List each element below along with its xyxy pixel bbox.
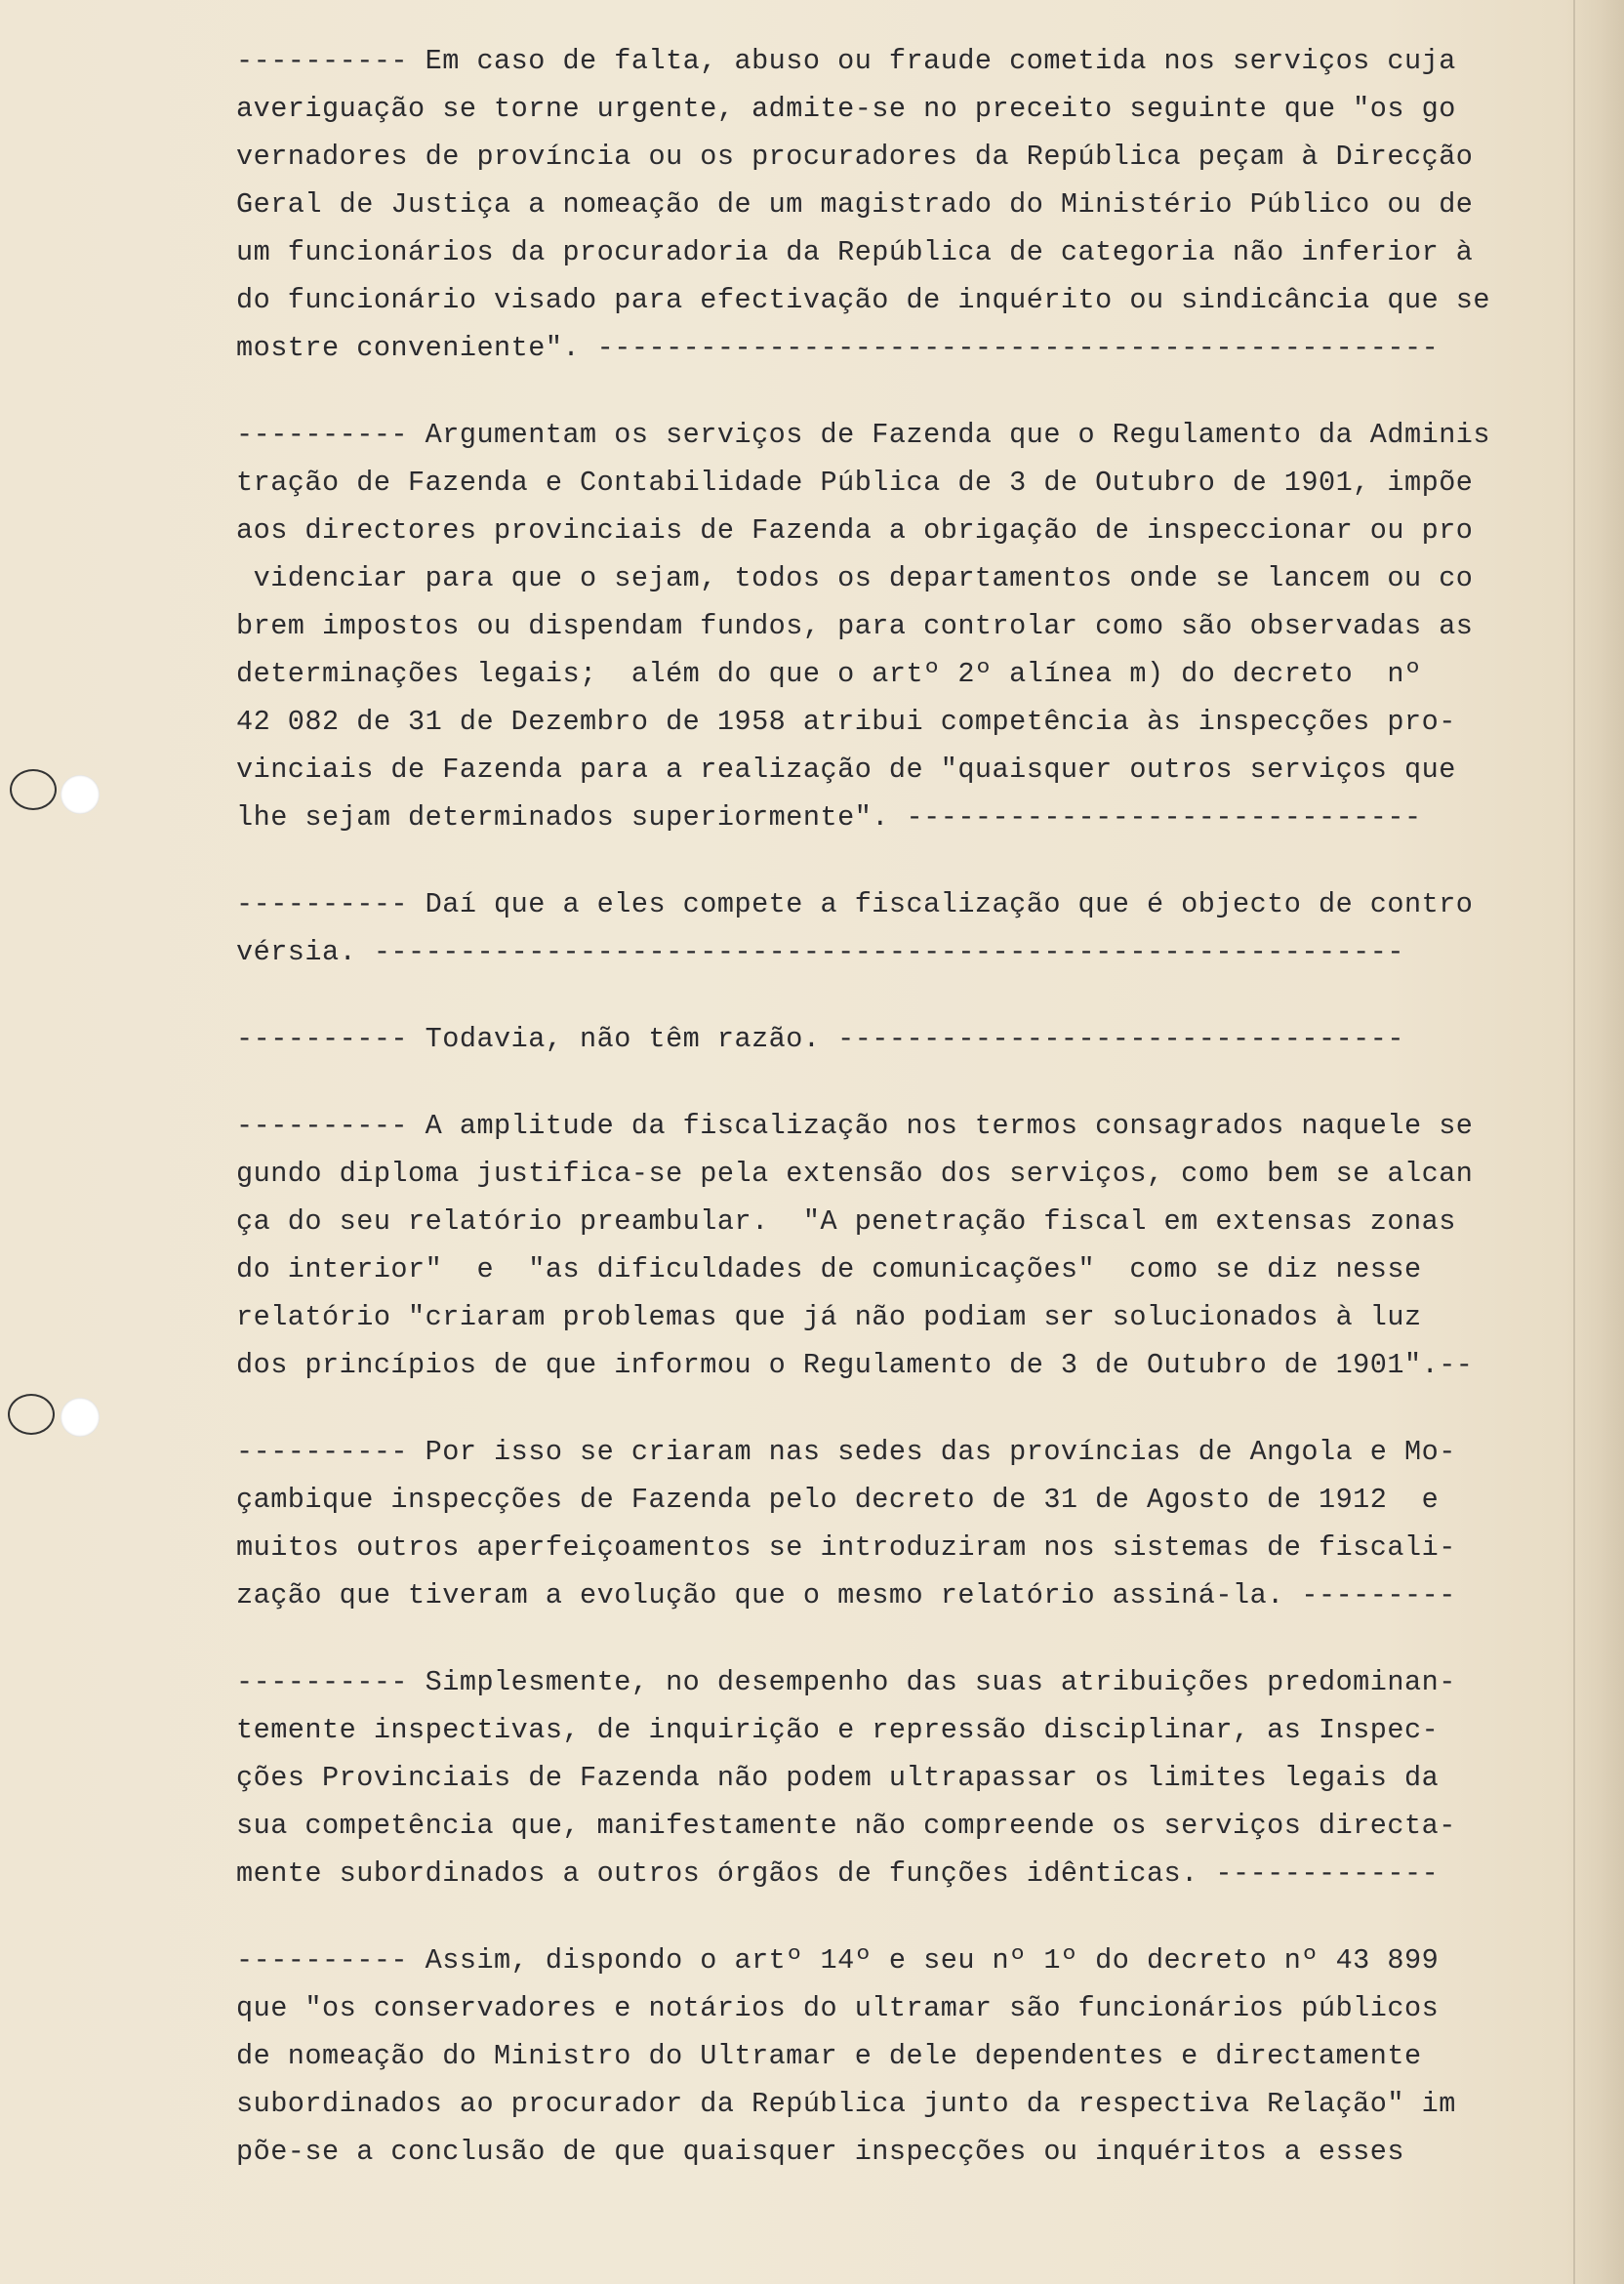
paragraph (236, 1102, 1544, 1389)
text-line: vernadores de província ou os procuradores da República peçam à Direcção (236, 141, 1474, 173)
text-line: ---------- Daí que a eles compete a fiscalização que é objecto de contro (236, 888, 1474, 920)
punch-hole-ring (8, 1394, 55, 1435)
text-line: ---------- Em caso de falta, abuso ou fraude cometida nos serviços cuja (236, 45, 1456, 77)
text-line: ções Provinciais de Fazenda não podem ultrapassar os limites legais da (236, 1762, 1440, 1794)
text-line: averiguação se torne urgente, admite-se no preceito seguinte que "os go (236, 93, 1456, 125)
text-line: ---------- Todavia, não têm razão. --------------------------------- (236, 1023, 1404, 1055)
text-line: ---------- Assim, dispondo o artº 14º e seu nº 1º do decreto nº 43 899 (236, 1944, 1440, 1977)
text-line: brem impostos ou dispendam fundos, para controlar como são observadas as (236, 610, 1474, 642)
text-line: um funcionários da procuradoria da República de categoria não inferior à (236, 236, 1474, 268)
text-line: dos princípios de que informou o Regulamento de 3 de Outubro de 1901".-- (236, 1349, 1474, 1381)
paragraph (236, 37, 1544, 372)
text-line: ---------- Argumentam os serviços de Fazenda que o Regulamento da Adminis (236, 419, 1491, 451)
text-line: de nomeação do Ministro do Ultramar e dele dependentes e directamente (236, 2040, 1422, 2072)
paper-edge-line (1573, 0, 1575, 2284)
text-line: mostre conveniente". ------------------------------------------------- (236, 332, 1440, 364)
paragraph (236, 1937, 1544, 2176)
typed-text-body (236, 37, 1544, 2176)
punch-hole-ring (10, 769, 57, 810)
text-line: sua competência que, manifestamente não compreende os serviços directa- (236, 1810, 1456, 1842)
paragraph (236, 411, 1544, 841)
text-line: determinações legais; além do que o artº 2º alínea m) do decreto nº (236, 658, 1422, 690)
text-line: ---------- Simplesmente, no desempenho das suas atribuições predominan- (236, 1666, 1456, 1698)
paragraph (236, 1658, 1544, 1897)
text-line: põe-se a conclusão de que quaisquer inspecções ou inquéritos a esses (236, 2136, 1404, 2168)
text-line: vérsia. ------------------------------------------------------------ (236, 936, 1404, 968)
punch-hole (61, 775, 100, 814)
text-line: muitos outros aperfeiçoamentos se introduziram nos sistemas de fiscali- (236, 1531, 1456, 1564)
text-line: que "os conservadores e notários do ultramar são funcionários públicos (236, 1992, 1440, 2024)
text-line: ça do seu relatório preambular. "A penetração fiscal em extensas zonas (236, 1205, 1456, 1238)
text-line: ---------- Por isso se criaram nas sedes das províncias de Angola e Mo- (236, 1436, 1456, 1468)
text-line: mente subordinados a outros órgãos de funções idênticas. ------------- (236, 1857, 1440, 1890)
text-line: gundo diploma justifica-se pela extensão dos serviços, como bem se alcan (236, 1158, 1474, 1190)
text-line: relatório "criaram problemas que já não podiam ser solucionados à luz (236, 1301, 1422, 1333)
text-line: çambique inspecções de Fazenda pelo decreto de 31 de Agosto de 1912 e (236, 1484, 1440, 1516)
text-line: do funcionário visado para efectivação de inquérito ou sindicância que se (236, 284, 1491, 316)
text-line: do interior" e "as dificuldades de comunicações" como se diz nesse (236, 1253, 1422, 1285)
text-line: ---------- A amplitude da fiscalização nos termos consagrados naquele se (236, 1110, 1474, 1142)
text-line: 42 082 de 31 de Dezembro de 1958 atribui competência às inspecções pro- (236, 706, 1456, 738)
text-line: temente inspectivas, de inquirição e repressão disciplinar, as Inspec- (236, 1714, 1440, 1746)
paragraph (236, 880, 1544, 976)
text-line: videnciar para que o sejam, todos os departamentos onde se lancem ou co (236, 562, 1474, 594)
paragraph (236, 1428, 1544, 1619)
text-line: tração de Fazenda e Contabilidade Pública de 3 de Outubro de 1901, impõe (236, 467, 1474, 499)
paragraph (236, 1015, 1544, 1063)
punch-hole (61, 1398, 100, 1437)
text-line: vinciais de Fazenda para a realização de "quaisquer outros serviços que (236, 754, 1456, 786)
text-line: Geral de Justiça a nomeação de um magistrado do Ministério Público ou de (236, 188, 1474, 221)
text-line: aos directores provinciais de Fazenda a obrigação de inspeccionar ou pro (236, 514, 1474, 547)
text-line: subordinados ao procurador da República junto da respectiva Relação" im (236, 2088, 1456, 2120)
text-line: zação que tiveram a evolução que o mesmo relatório assiná-la. --------- (236, 1579, 1456, 1611)
text-line: lhe sejam determinados superiormente". ------------------------------ (236, 801, 1422, 834)
